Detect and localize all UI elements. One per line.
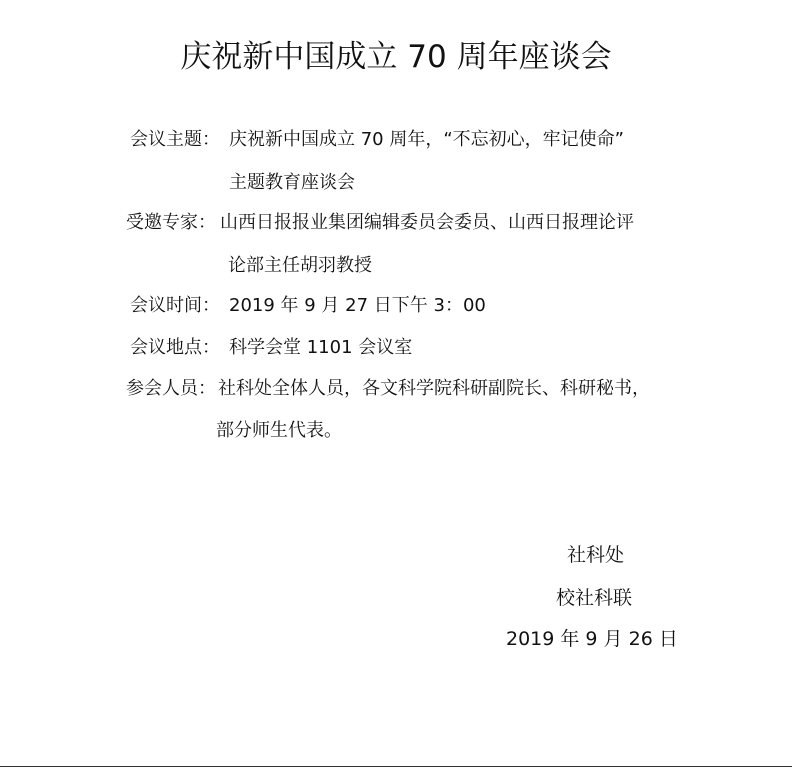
theme-label: 会议主题：	[130, 129, 220, 150]
attendees-value-continued: 部分师生代表。	[216, 420, 342, 441]
theme-value: 庆祝新中国成立 70 周年，“不忘初心，牢记使命”	[229, 129, 624, 150]
venue-value: 科学会堂 1101 会议室	[229, 337, 413, 358]
signature-date: 2019 年 9 月 26 日	[506, 628, 678, 650]
page-bottom-rule	[0, 766, 792, 767]
time-label: 会议时间：	[130, 295, 220, 316]
guest-label: 受邀专家：	[126, 212, 216, 233]
time-value: 2019 年 9 月 27 日下午 3：00	[229, 295, 486, 316]
attendees-label: 参会人员：	[126, 378, 216, 399]
venue-label: 会议地点：	[130, 337, 220, 358]
guest-value: 山西日报报业集团编辑委员会委员、山西日报理论评	[220, 212, 634, 233]
document-title: 庆祝新中国成立 70 周年座谈会	[180, 39, 612, 75]
signature-org-social-science-office: 社科处	[567, 544, 625, 566]
signature-org-federation: 校社科联	[556, 587, 633, 609]
attendees-value: 社科处全体人员，各文科学院科研副院长、科研秘书，	[218, 378, 650, 399]
guest-value-continued: 论部主任胡羽教授	[228, 255, 372, 276]
theme-value-continued: 主题教育座谈会	[229, 172, 355, 193]
